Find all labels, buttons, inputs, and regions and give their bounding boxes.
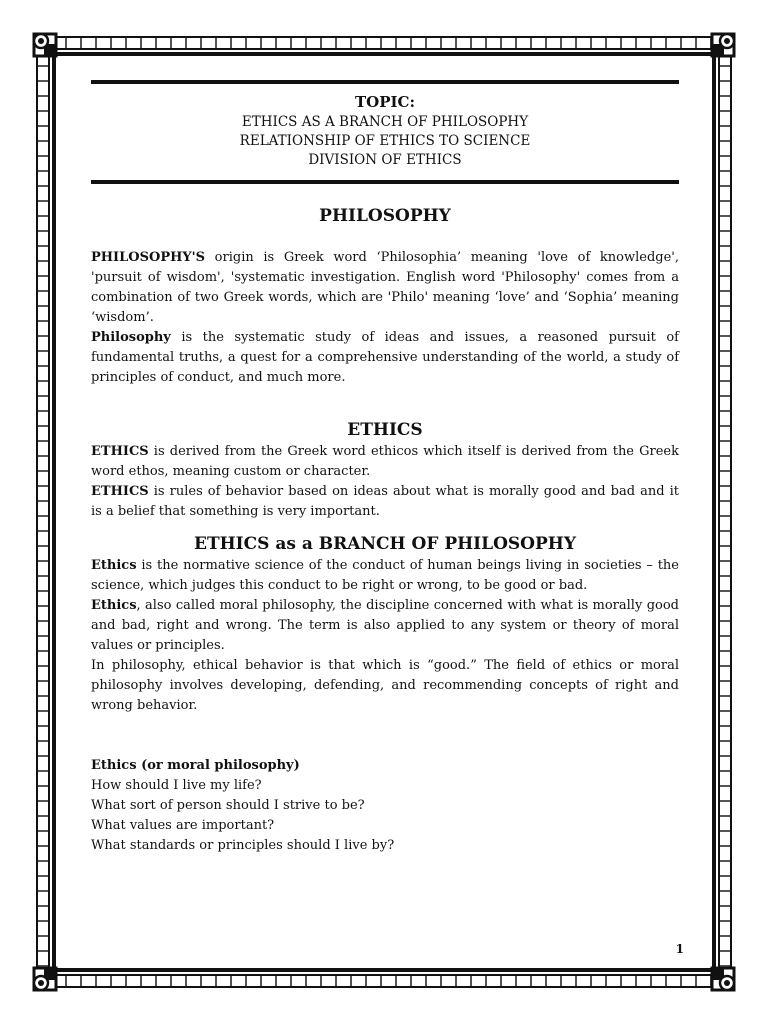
paragraph-text: origin is Greek word ‘Philosophia’ meaning 'love of knowledge', 'pursuit of wisdom', 'systematic investigation. English word 'Philosophy' comes from a combination of two Greek words, which are 'Philo' meaning ‘love’ and ‘Sophia’ meaning ‘wisdom’.: [91, 250, 679, 325]
paragraph-text: , also called moral philosophy, the discipline concerned with what is morally good and bad, right and wrong. The term is also applied to any system or theory of moral values or principles.: [91, 598, 679, 653]
paragraph-branch-moral: [91, 596, 679, 656]
corner-ornament-icon: [706, 28, 740, 62]
border-right: [718, 52, 732, 972]
term: Philosophy: [91, 330, 171, 345]
corner-ornament-icon: [28, 962, 62, 996]
question-item: What standards or principles should I live by?: [91, 838, 395, 853]
paragraph-branch-normative: [91, 556, 679, 596]
paragraph-philosophy-origin: [91, 248, 679, 328]
topic-line: ETHICS AS A BRANCH OF PHILOSOPHY: [241, 114, 529, 130]
header-rule-top: [91, 80, 679, 84]
paragraph-text: is rules of behavior based on ideas about what is morally good and bad and it is a belief that something is very important.: [91, 484, 679, 519]
topic-block: [91, 92, 679, 170]
section-heading-ethics: ETHICS: [347, 420, 423, 440]
paragraph-text: is the systematic study of ideas and issues, a reasoned pursuit of fundamental truths, a quest for a comprehensive understanding of the world, a study of principles of conduct, and much more.: [91, 330, 679, 385]
term: Ethics: [91, 598, 137, 613]
topic-label: TOPIC:: [355, 93, 415, 111]
corner-ornament-icon: [706, 962, 740, 996]
term: ETHICS: [91, 444, 149, 459]
header-rule-bottom: [91, 180, 679, 184]
section-heading-philosophy: PHILOSOPHY: [319, 206, 451, 226]
paragraph-branch-behavior: In philosophy, ethical behavior is that which is “good.” The field of ethics or moral philosophy involves developing, defending, and recommending concepts of right and wrong behavior.: [91, 658, 679, 713]
topic-line: RELATIONSHIP OF ETHICS TO SCIENCE: [239, 133, 531, 149]
border-left: [36, 52, 50, 972]
border-bottom: [52, 974, 716, 988]
question-item: How should I live my life?: [91, 778, 262, 793]
section-heading-branch: ETHICS as a BRANCH OF PHILOSOPHY: [194, 534, 576, 554]
corner-ornament-icon: [28, 28, 62, 62]
paragraph-text: is derived from the Greek word ethicos which itself is derived from the Greek word ethos, meaning custom or character.: [91, 444, 679, 479]
document-body: [91, 204, 679, 856]
topic-line: DIVISION OF ETHICS: [308, 152, 462, 168]
border-top: [52, 36, 716, 50]
paragraph-ethics-origin: [91, 442, 679, 482]
term: ETHICS: [91, 484, 149, 499]
paragraph-philosophy-definition: [91, 328, 679, 388]
paragraph-text: is the normative science of the conduct of human beings living in societies – the science, which judges this conduct to be right or wrong, to be good or bad.: [91, 558, 679, 593]
page-number: 1: [675, 942, 684, 956]
term: Ethics: [91, 558, 137, 573]
question-item: What values are important?: [91, 818, 275, 833]
questions-heading: Ethics (or moral philosophy): [91, 758, 300, 773]
term: PHILOSOPHY'S: [91, 250, 206, 265]
question-item: What sort of person should I strive to be?: [91, 798, 365, 813]
paragraph-ethics-definition: [91, 482, 679, 522]
